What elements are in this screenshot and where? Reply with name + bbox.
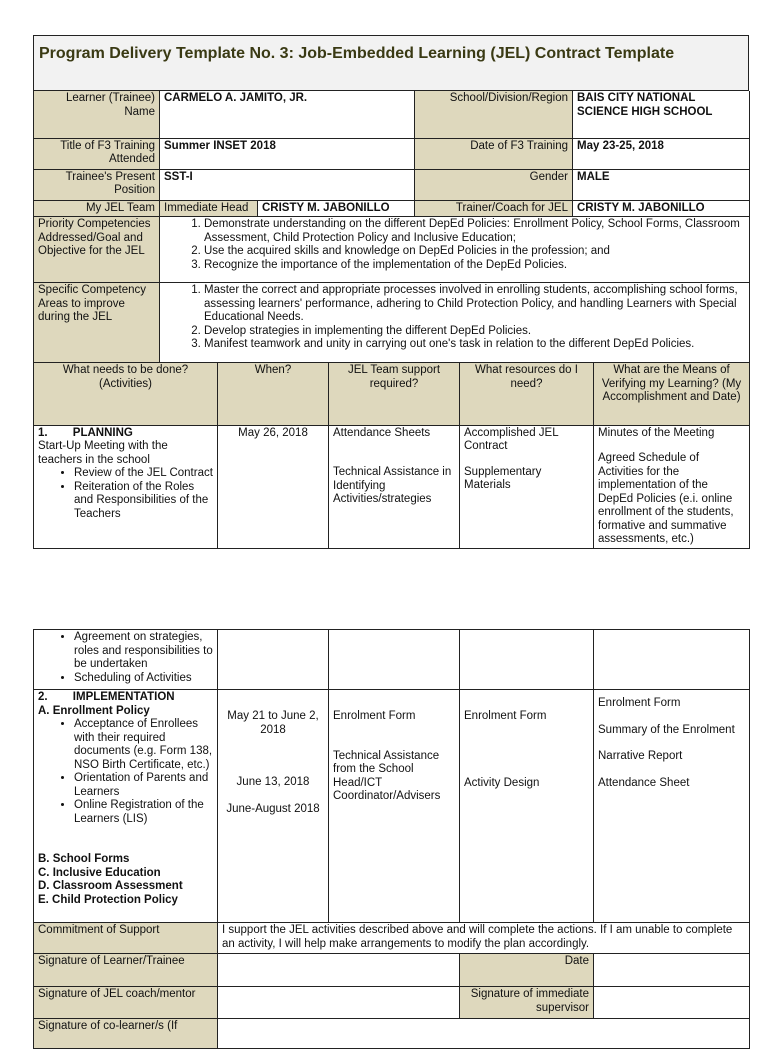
learner-label: Learner (Trainee) Name: [34, 91, 160, 138]
planning-means-2: Agreed Schedule of Activities for the implementation of the DepEd Policies (e.i. online enrollment of the students, formative and summative assessments, etc.): [598, 452, 734, 545]
activity-table: [33, 363, 750, 549]
implementation-title: IMPLEMENTATION: [72, 691, 175, 703]
gender-value: MALE: [573, 169, 750, 200]
implementation-means-3: Narrative Report: [598, 750, 683, 762]
planning-resources-1: Accomplished JEL Contract: [464, 426, 559, 452]
head-label: Immediate Head: [160, 200, 258, 217]
document-title: Program Delivery Template No. 3: Job-Embedded Learning (JEL) Contract Template: [39, 45, 675, 62]
planning-support-2: Technical Assistance in Identifying Activities/strategies: [333, 466, 452, 505]
continued-bullet: • Scheduling of Activities: [74, 672, 213, 686]
specific-list-cell: [160, 283, 750, 363]
implementation-support-cell: [329, 690, 460, 923]
commitment-label: Commitment of Support: [34, 923, 218, 954]
priority-list-cell: [160, 217, 750, 283]
priority-item: 3. Recognize the importance of the implementation of the DepEd Policies.: [204, 259, 745, 273]
planning-bullets: [38, 467, 213, 521]
priority-label: Priority Competencies Addressed/Goal and Objective for the JEL: [34, 217, 160, 283]
implementation-support-2: Technical Assistance from the School Head/ICT Coordinator/Advisers: [333, 749, 441, 802]
title-box: [33, 35, 749, 91]
team-label: My JEL Team: [34, 200, 160, 217]
sub-d: D. Classroom Assessment: [38, 880, 183, 892]
learner-value: CARMELO A. JAMITO, JR.: [160, 91, 415, 138]
sub-c: C. Inclusive Education: [38, 866, 161, 879]
continued-bullet: • Agreement on strategies, roles and responsibilities to be undertaken: [74, 631, 213, 672]
planning-cell: [34, 425, 218, 548]
head-value: CRISTY M. JABONILLO: [258, 200, 415, 217]
school-value: BAIS CITY NATIONAL SCIENCE HIGH SCHOOL: [573, 91, 750, 138]
coach-signature-label: Signature of JEL coach/mentor: [34, 987, 218, 1019]
supervisor-signature-label: Signature of immediate supervisor: [460, 987, 594, 1019]
header-when: When?: [218, 363, 329, 425]
page-2: [33, 629, 749, 1049]
signature-date-label: Date: [460, 954, 594, 987]
colearner-signature-label: Signature of co-learner/s (If: [34, 1019, 218, 1049]
training-value: Summer INSET 2018: [160, 138, 415, 169]
date-value: May 23-25, 2018: [573, 138, 750, 169]
position-value: SST-I: [160, 169, 415, 200]
page-1: [33, 35, 749, 549]
commitment-text: I support the JEL activities described above and will complete the actions. If I am unable to complete an activity, I will help make arrangements to modify the plan accordingly.: [218, 923, 750, 954]
position-label: Trainee's Present Position: [34, 169, 160, 200]
implementation-bullet: • Orientation of Parents and Learners: [74, 772, 213, 799]
planning-means-1: Minutes of the Meeting: [598, 426, 715, 439]
implementation-resources-1: Enrolment Form: [464, 710, 547, 722]
planning-number: 1.: [38, 426, 48, 439]
signature-date-field[interactable]: [594, 954, 750, 987]
implementation-means-cell: [594, 690, 750, 923]
implementation-support-1: Enrolment Form: [333, 710, 416, 722]
learner-signature-label: Signature of Learner/Trainee: [34, 954, 218, 987]
implementation-number: 2.: [38, 691, 48, 703]
implementation-resources-2: Activity Design: [464, 776, 540, 789]
colearner-signature-field[interactable]: [218, 1019, 750, 1049]
specific-label: Specific Competency Areas to improve during the JEL: [34, 283, 160, 363]
implementation-heading: [38, 691, 213, 705]
implementation-when-3: June-August 2018: [226, 802, 320, 815]
supervisor-signature-field[interactable]: [594, 987, 750, 1019]
coach-signature-field[interactable]: [218, 987, 460, 1019]
planning-resources-2: Supplementary Materials: [464, 465, 542, 491]
planning-heading: [38, 427, 213, 441]
continued-bullets: [38, 631, 213, 685]
planning-means-cell: [594, 425, 750, 548]
implementation-bullet: • Acceptance of Enrollees with their required documents (e.g. Form 138, NSO Birth Certificate, etc.): [74, 718, 213, 772]
continued-cell: [34, 630, 218, 690]
trainer-value: CRISTY M. JABONILLO: [573, 200, 750, 217]
implementation-bullets: [38, 718, 213, 826]
header-support: JEL Team support required?: [329, 363, 460, 425]
specific-list: [164, 284, 745, 352]
planning-title: PLANNING: [72, 426, 133, 439]
header-resources: What resources do I need?: [460, 363, 594, 425]
implementation-when-cell: [218, 690, 329, 923]
sub-a: A. Enrollment Policy: [38, 704, 150, 717]
planning-intro: Start-Up Meeting with the teachers in the school: [38, 440, 168, 466]
priority-item: 2. Use the acquired skills and knowledge on DepEd Policies in the profession; and: [204, 245, 745, 259]
implementation-when-2: June 13, 2018: [236, 776, 310, 788]
planning-support-1: Attendance Sheets: [333, 426, 431, 439]
specific-item: 3. Manifest teamwork and unity in carrying out one's task in relation to the different DepEd Policies.: [204, 338, 745, 352]
training-label: Title of F3 Training Attended: [34, 138, 160, 169]
header-activities: What needs to be done? (Activities): [34, 363, 218, 425]
implementation-when-1: May 21 to June 2, 2018: [227, 710, 319, 736]
activity-table-continued: [33, 629, 750, 1049]
gender-label: Gender: [415, 169, 573, 200]
implementation-cell: [34, 690, 218, 923]
specific-item: 2. Develop strategies in implementing the different DepEd Policies.: [204, 325, 745, 339]
info-table: [33, 91, 750, 363]
implementation-means-2: Summary of the Enrolment: [598, 723, 735, 736]
specific-item: 1. Master the correct and appropriate processes involved in enrolling students, accomplishing school forms, assessing learners' performance, adhering to Child Protection Policy, and handling Learners with Special Educational Needs.: [204, 284, 745, 325]
priority-item: 1. Demonstrate understanding on the different DepEd Policies: Enrollment Policy, School Forms, Classroom Assessment, Child Protection Policy and Inclusive Education;: [204, 218, 745, 245]
trainer-label: Trainer/Coach for JEL: [415, 200, 573, 217]
sub-b: B. School Forms: [38, 853, 130, 865]
planning-resources-cell: [460, 425, 594, 548]
planning-when: May 26, 2018: [218, 425, 329, 548]
date-label: Date of F3 Training: [415, 138, 573, 169]
learner-signature-field[interactable]: [218, 954, 460, 987]
sub-e: E. Child Protection Policy: [38, 893, 178, 906]
planning-bullet: • Review of the JEL Contract: [74, 467, 213, 481]
planning-support-cell: [329, 425, 460, 548]
priority-list: [164, 218, 745, 272]
implementation-means-4: Attendance Sheet: [598, 776, 690, 789]
implementation-resources-cell: [460, 690, 594, 923]
implementation-means-1: Enrolment Form: [598, 697, 681, 709]
planning-bullet: • Reiteration of the Roles and Responsibilities of the Teachers: [74, 481, 213, 522]
school-label: School/Division/Region: [415, 91, 573, 138]
implementation-bullet: • Online Registration of the Learners (LIS): [74, 799, 213, 826]
header-means: What are the Means of Verifying my Learning? (My Accomplishment and Date): [594, 363, 750, 425]
